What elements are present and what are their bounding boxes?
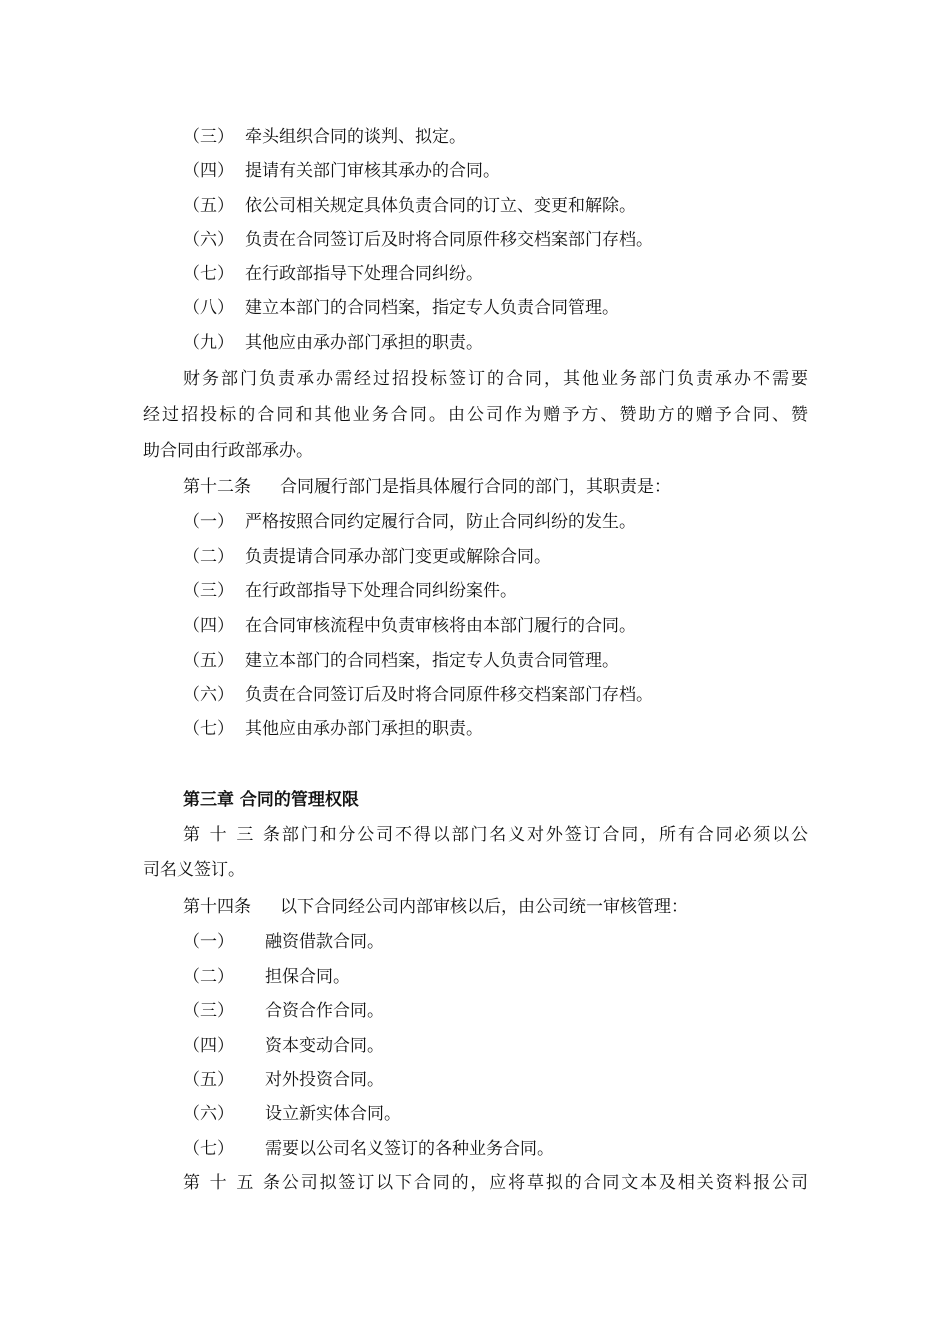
list-item-text: 资本变动合同。	[265, 1036, 384, 1056]
list-item-label: （六）	[183, 230, 234, 250]
paragraph-line: 财务部门负责承办需经过招投标签订的合同，其他业务部门负责承办不需要	[183, 369, 808, 389]
list-item-text: 在行政部指导下处理合同纠纷案件。	[245, 581, 517, 601]
list-item-label: （一）	[183, 932, 234, 952]
paragraph-line: 司名义签订。	[143, 860, 245, 880]
list-item-text: 负责在合同签订后及时将合同原件移交档案部门存档。	[245, 230, 653, 250]
list-item-label: （七）	[183, 719, 234, 739]
list-item-label: （六）	[183, 685, 234, 705]
list-item-label: （一）	[183, 512, 234, 532]
list-item	[183, 195, 636, 217]
article-heading	[183, 476, 671, 498]
list-item-label: （三）	[183, 127, 234, 147]
paragraph-line: 经过招投标的合同和其他业务合同。由公司作为赠予方、赞助方的赠予合同、赞	[143, 405, 808, 425]
list-item	[183, 966, 350, 988]
list-item	[183, 297, 619, 319]
list-item-label: （四）	[183, 1036, 234, 1056]
list-item	[183, 684, 653, 706]
list-item-text: 在合同审核流程中负责审核将由本部门履行的合同。	[245, 616, 636, 636]
list-item-label: （九）	[183, 333, 234, 353]
chapter-title: 第三章 合同的管理权限	[183, 790, 359, 810]
list-item-text: 担保合同。	[265, 967, 350, 987]
list-item	[183, 229, 653, 251]
article-text: 以下合同经公司内部审核以后，由公司统一审核管理：	[280, 897, 688, 917]
list-item	[183, 1035, 384, 1057]
list-item-text: 依公司相关规定具体负责合同的订立、变更和解除。	[245, 196, 636, 216]
list-item-text: 负责在合同签订后及时将合同原件移交档案部门存档。	[245, 685, 653, 705]
list-item	[183, 1069, 384, 1091]
list-item-label: （三）	[183, 581, 234, 601]
list-item-label: （五）	[183, 1070, 234, 1090]
list-item	[183, 546, 551, 568]
article-text: 部门和分公司不得以部门名义对外签订合同，所有合同必须以公	[280, 825, 808, 845]
list-item-label: （六）	[183, 1104, 234, 1124]
list-item-label: （二）	[183, 547, 234, 567]
list-item-text: 其他应由承办部门承担的职责。	[245, 719, 483, 739]
list-item	[183, 650, 619, 672]
list-item-text: 设立新实体合同。	[265, 1104, 401, 1124]
list-item-label: （三）	[183, 1001, 234, 1021]
list-item-text: 在行政部指导下处理合同纠纷。	[245, 264, 483, 284]
list-item-label: （四）	[183, 161, 234, 181]
list-item	[183, 332, 483, 354]
article-label: 第十三条	[183, 825, 280, 845]
article-label: 第十二条	[183, 477, 251, 497]
list-item	[183, 160, 500, 182]
list-item-label: （七）	[183, 1139, 234, 1159]
article-heading	[183, 896, 688, 918]
list-item	[183, 126, 466, 148]
article-heading	[183, 824, 808, 846]
article-text: 公司拟签订以下合同的，应将草拟的合同文本及相关资料报公司	[280, 1173, 808, 1193]
list-item	[183, 1103, 401, 1125]
list-item-label: （七）	[183, 264, 234, 284]
list-item-text: 对外投资合同。	[265, 1070, 384, 1090]
list-item-label: （八）	[183, 298, 234, 318]
list-item	[183, 580, 517, 602]
list-item	[183, 1138, 554, 1160]
list-item	[183, 1000, 384, 1022]
list-item-text: 合资合作合同。	[265, 1001, 384, 1021]
list-item-label: （五）	[183, 196, 234, 216]
article-text: 合同履行部门是指具体履行合同的部门，其职责是：	[280, 477, 671, 497]
list-item	[183, 263, 483, 285]
list-item	[183, 931, 384, 953]
list-item-text: 建立本部门的合同档案，指定专人负责合同管理。	[245, 298, 619, 318]
list-item-label: （二）	[183, 967, 234, 987]
list-item-text: 融资借款合同。	[265, 932, 384, 952]
article-label: 第十五条	[183, 1173, 280, 1193]
list-item-label: （四）	[183, 616, 234, 636]
list-item-text: 牵头组织合同的谈判、拟定。	[245, 127, 466, 147]
list-item-text: 其他应由承办部门承担的职责。	[245, 333, 483, 353]
list-item	[183, 615, 636, 637]
list-item-text: 需要以公司名义签订的各种业务合同。	[265, 1139, 554, 1159]
paragraph-line: 助合同由行政部承办。	[143, 441, 313, 461]
list-item-text: 提请有关部门审核其承办的合同。	[245, 161, 500, 181]
list-item	[183, 718, 483, 740]
list-item-text: 负责提请合同承办部门变更或解除合同。	[245, 547, 551, 567]
article-heading	[183, 1172, 808, 1194]
list-item-text: 严格按照合同约定履行合同，防止合同纠纷的发生。	[245, 512, 636, 532]
list-item-label: （五）	[183, 651, 234, 671]
list-item	[183, 511, 636, 533]
list-item-text: 建立本部门的合同档案，指定专人负责合同管理。	[245, 651, 619, 671]
article-label: 第十四条	[183, 897, 251, 917]
